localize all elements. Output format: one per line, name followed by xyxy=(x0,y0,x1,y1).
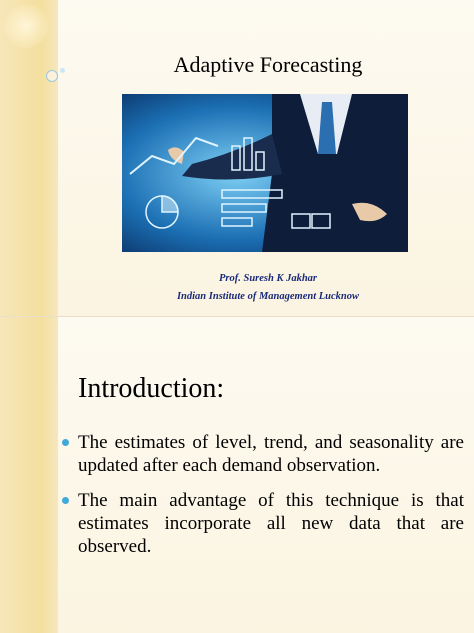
bullet-item xyxy=(62,431,464,477)
bullet-icon xyxy=(62,439,69,446)
decorative-orb xyxy=(46,70,58,82)
decorative-orb xyxy=(60,68,65,73)
bullet-item xyxy=(62,489,464,558)
title-slide xyxy=(0,0,474,316)
bullet-list xyxy=(62,431,464,570)
decorative-side-band xyxy=(0,317,58,633)
bullet-text: The estimates of level, trend, and seasonality are updated after each demand observation. xyxy=(78,432,464,476)
bullet-text: The main advantage of this technique is that estimates incorporate all new data that are observed. xyxy=(78,490,464,557)
introduction-slide xyxy=(0,316,474,633)
author-block xyxy=(118,270,418,306)
bullet-icon xyxy=(62,497,69,504)
slide-title: Adaptive Forecasting xyxy=(173,52,363,77)
business-analytics-photo xyxy=(122,94,408,252)
slide-heading: Introduction: xyxy=(78,373,225,404)
decorative-orb xyxy=(4,4,48,48)
author-name: Prof. Suresh K Jakhar xyxy=(218,273,318,284)
author-institute: Indian Institute of Management Lucknow xyxy=(176,291,360,302)
